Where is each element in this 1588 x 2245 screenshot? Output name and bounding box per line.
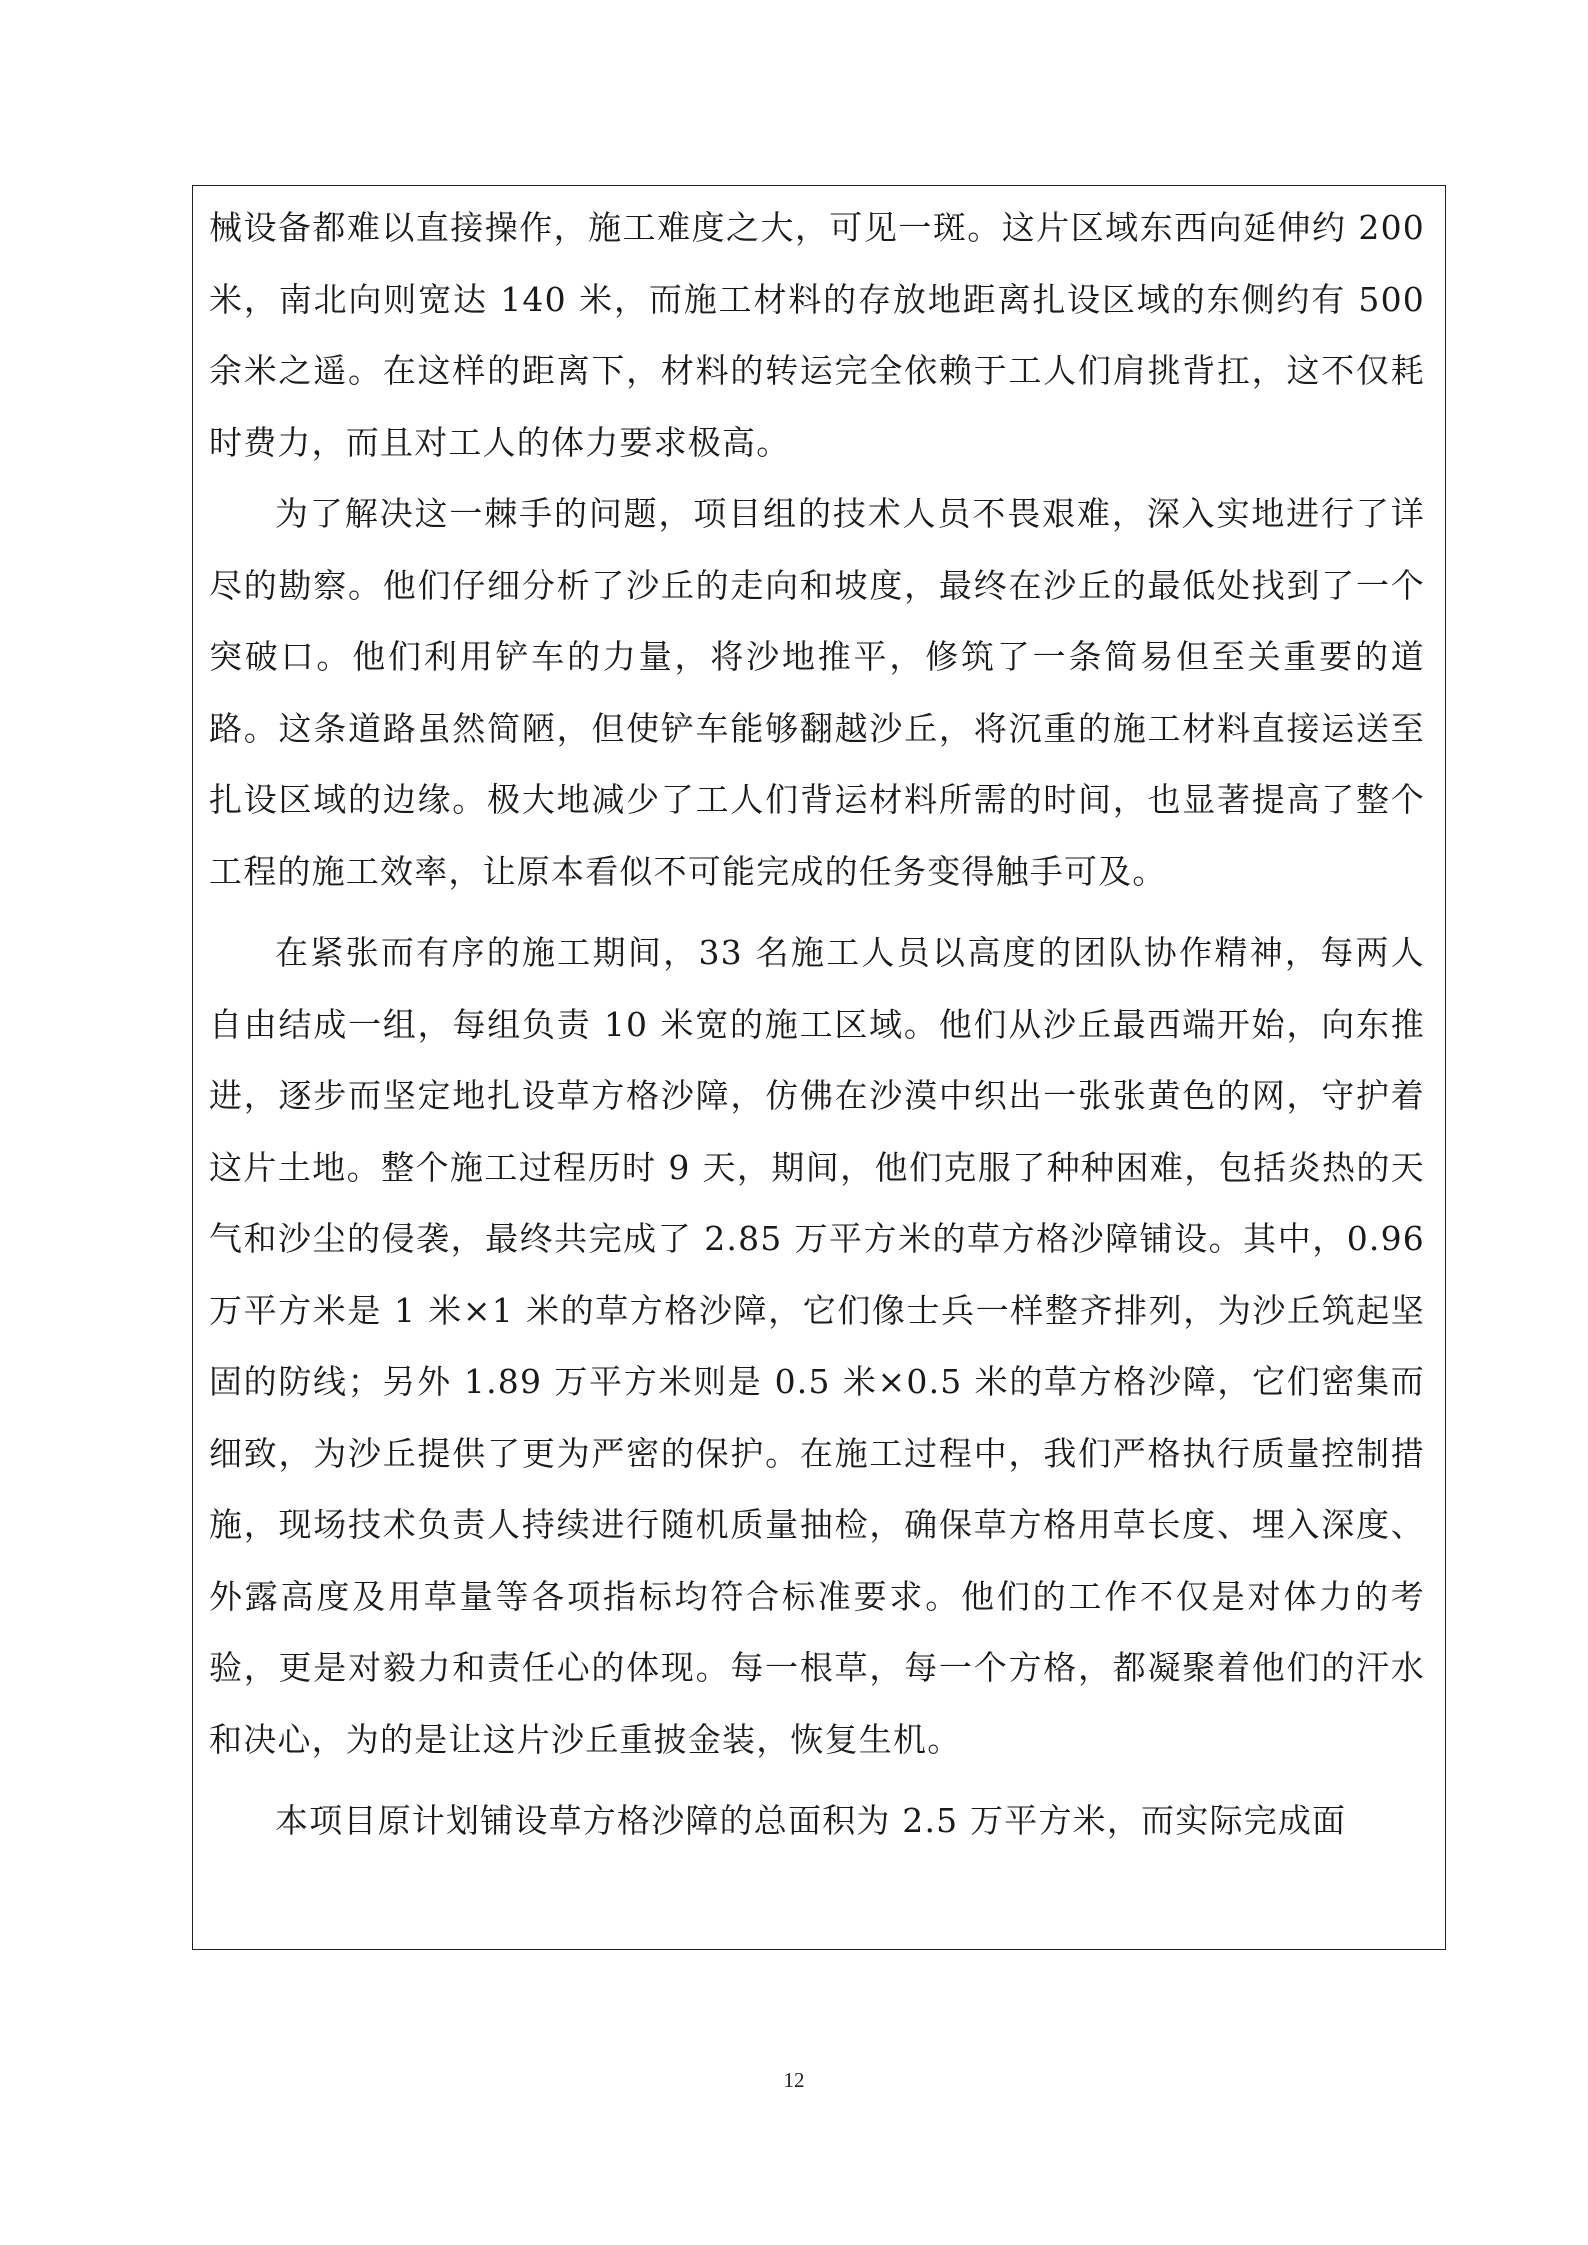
paragraph-planned-area: 本项目原计划铺设草方格沙障的总面积为 2.5 万平方米，而实际完成面: [275, 1801, 1347, 1840]
paragraph-construction-period: 在紧张而有序的施工期间，33 名施工人员以高度的团队协作精神，每两人自由结成一组，每组负责 10 米宽的施工区域。他们从沙丘最西端开始，向东推进，逐步而坚定地扎设草方格沙障，仿佛在沙漠中织出一张张黄色的网，守护着这片土地。整个施工过程历时 9 天，期间，他们克服了种种困难，包括炎热的天气和沙尘的侵袭，最终共完成了 2.85 万平方米的草方格沙障铺设。其中，0.96 万平方米是 1 米×1 米的草方格沙障，它们像士兵一样整齐排列，为沙丘筑起坚固的防线；另外 1.89 万平方米则是 0.5 米×0.5 米的草方格沙障，它们密集而细致，为沙丘提供了更为严密的保护。在施工过程中，我们严格执行质量控制措施，现场技术负责人持续进行随机质量抽检，确保草方格用草长度、埋入深度、外露高度及用草量等各项指标均符合标准要求。他们的工作不仅是对体力的考验，更是对毅力和责任心的体现。每一根草，每一个方格，都凝聚着他们的汗水和决心，为的是让这片沙丘重披金装，恢复生机。: [209, 933, 1425, 1759]
paragraph-road-construction: 为了解决这一棘手的问题，项目组的技术人员不畏艰难，深入实地进行了详尽的勘察。他们仔细分析了沙丘的走向和坡度，最终在沙丘的最低处找到了一个突破口。他们利用铲车的力量，将沙地推平，修筑了一条简易但至关重要的道路。这条道路虽然简陋，但使铲车能够翻越沙丘，将沉重的施工材料直接运送至扎设区域的边缘。极大地减少了工人们背运材料所需的时间，也显著提高了整个工程的施工效率，让原本看似不可能完成的任务变得触手可及。: [209, 494, 1425, 891]
text-frame: [192, 185, 1446, 1950]
paragraph-continuation: 械设备都难以直接操作，施工难度之大，可见一斑。这片区域东西向延伸约 200 米，南北向则宽达 140 米，而施工材料的存放地距离扎设区域的东侧约有 500 余米之遥。在这样的距离下，材料的转运完全依赖于工人们肩挑背扛，这不仅耗时费力，而且对工人的体力要求极高。: [209, 208, 1425, 462]
page-number: 12: [783, 2068, 805, 2092]
